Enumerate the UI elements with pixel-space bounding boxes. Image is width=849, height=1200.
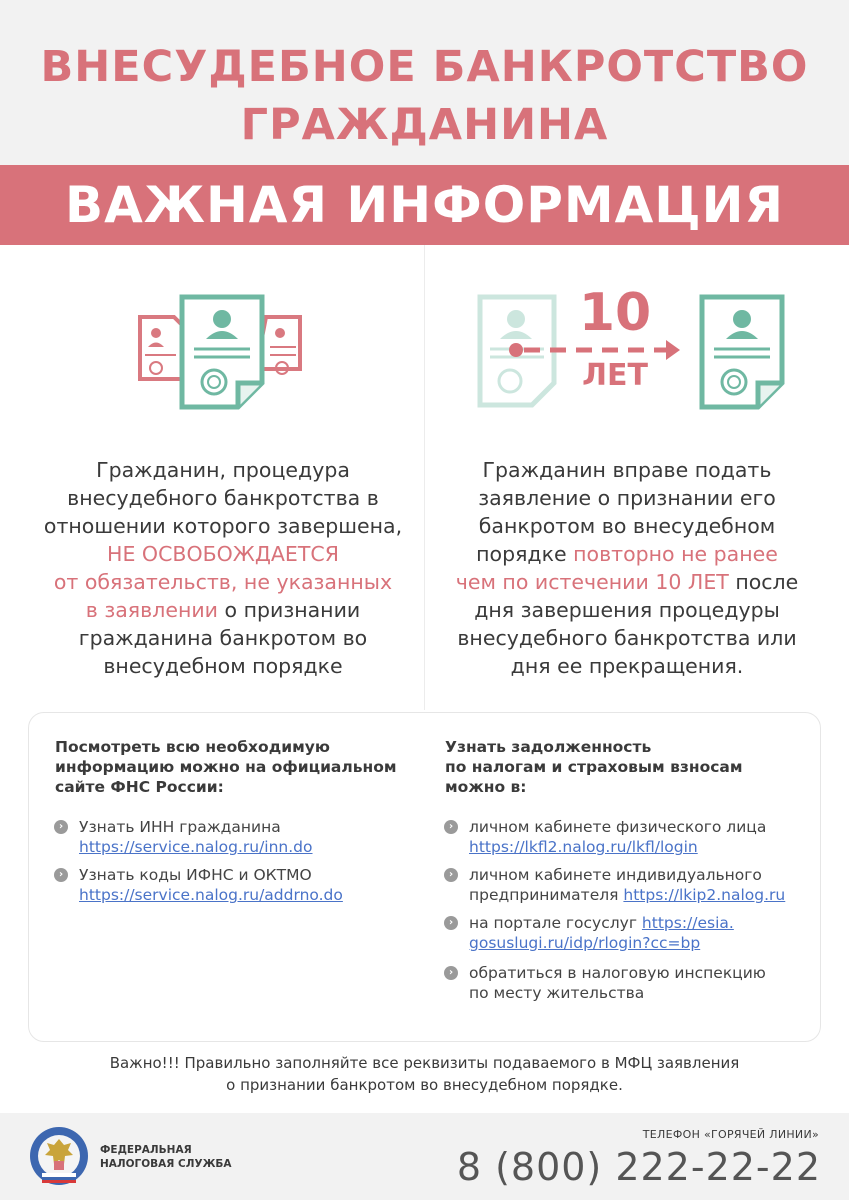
list-item-text: Узнать ИНН гражданина <box>79 818 281 836</box>
right-text-line: заявление о признании его <box>478 486 776 510</box>
heading-line: сайте ФНС России: <box>55 778 224 796</box>
fns-emblem-icon <box>28 1125 90 1187</box>
heading-line: информацию можно на официальном <box>55 758 397 776</box>
list-item-text: Узнать коды ИФНС и ОКТМО <box>79 866 312 884</box>
inn-link[interactable]: https://service.nalog.ru/inn.do <box>79 838 313 856</box>
note-line: Важно!!! Правильно заполняйте все реквизиты подаваемого в МФЦ заявления <box>109 1054 740 1072</box>
left-info-text <box>28 456 418 680</box>
lkip-link[interactable]: https://lkip2.nalog.ru <box>623 886 786 904</box>
list-item-text: личном кабинете индивидуального <box>469 866 762 884</box>
list-item-gosuslugi <box>448 913 734 953</box>
note-line: о признании банкротом во внесудебном порядке. <box>226 1076 623 1094</box>
right-text-highlight: повторно не ранее <box>573 542 778 566</box>
page-title-line-2: ГРАЖДАНИНА <box>240 100 609 150</box>
right-text-line: Гражданин вправе подать <box>482 458 772 482</box>
right-text-line: внесудебного банкротства или <box>457 626 797 650</box>
documents-icon <box>130 285 320 415</box>
list-item-inspection <box>448 963 766 1003</box>
list-item-text: предпринимателя <box>469 886 624 904</box>
heading-line: Посмотреть всю необходимую <box>55 738 330 756</box>
hotline-phone[interactable]: 8 (800) 222-22-22 <box>456 1145 821 1189</box>
info-card <box>28 712 821 1042</box>
column-divider <box>424 245 425 710</box>
list-item-lkfl <box>448 817 767 857</box>
arrow-circle-icon: › <box>444 820 458 834</box>
left-text-highlight: в заявлении <box>85 598 218 622</box>
heading-line: Узнать задолженность <box>445 738 652 756</box>
heading-line: можно в: <box>445 778 527 796</box>
list-item-text: по месту жительства <box>469 984 645 1002</box>
debt-heading <box>445 737 805 797</box>
left-text-highlight: от обязательств, не указанных <box>53 570 393 594</box>
fns-site-heading <box>55 737 415 797</box>
right-text-highlight: чем по истечении 10 ЛЕТ <box>455 570 729 594</box>
right-text-line: дня ее прекращения. <box>510 654 744 678</box>
lkfl-link[interactable]: https://lkfl2.nalog.ru/lkfl/login <box>469 838 698 856</box>
arrow-circle-icon: › <box>54 820 68 834</box>
list-item-ifns <box>58 865 343 905</box>
right-text-line: после <box>728 570 799 594</box>
important-note <box>0 1052 849 1096</box>
heading-line: по налогам и страховым взносам <box>445 758 743 776</box>
gosuslugi-link[interactable]: https://esia. <box>641 914 734 932</box>
org-name-line: ФЕДЕРАЛЬНАЯ <box>100 1144 192 1156</box>
right-text-line: дня завершения процедуры <box>474 598 780 622</box>
addrno-link[interactable]: https://service.nalog.ru/addrno.do <box>79 886 343 904</box>
arrow-circle-icon: › <box>444 916 458 930</box>
left-text-line: Гражданин, процедура <box>96 458 350 482</box>
page-title-line-1: ВНЕСУДЕБНОЕ БАНКРОТСТВО <box>40 42 809 92</box>
years-number: 10 <box>578 283 652 343</box>
right-info-text <box>432 456 822 680</box>
right-text-line: банкротом во внесудебном <box>478 514 776 538</box>
years-label: ЛЕТ <box>582 358 648 393</box>
arrow-circle-icon: › <box>54 868 68 882</box>
list-item-inn <box>58 817 313 857</box>
left-text-line: отношении которого завершена, <box>43 514 403 538</box>
gosuslugi-link-continued[interactable]: gosuslugi.ru/idp/rlogin?cc=bp <box>469 934 701 952</box>
left-text-highlight: НЕ ОСВОБОЖДАЕТСЯ <box>107 542 339 566</box>
list-item-text: личном кабинете физического лица <box>469 818 767 836</box>
list-item-lkip <box>448 865 786 905</box>
left-text-line: внесудебного банкротства в <box>67 486 379 510</box>
org-name-line: НАЛОГОВАЯ СЛУЖБА <box>100 1158 232 1170</box>
hotline-label: ТЕЛЕФОН «ГОРЯЧЕЙ ЛИНИИ» <box>642 1128 819 1141</box>
left-text-line: о признании <box>218 598 361 622</box>
list-item-text: обратиться в налоговую инспекцию <box>469 964 766 982</box>
org-name <box>100 1143 232 1171</box>
left-text-line: внесудебном порядке <box>103 654 343 678</box>
important-info-heading: ВАЖНАЯ ИНФОРМАЦИЯ <box>64 176 785 234</box>
left-text-line: гражданина банкротом во <box>78 626 368 650</box>
important-info-band <box>0 165 849 245</box>
right-text-line: порядке <box>476 542 574 566</box>
arrow-circle-icon: › <box>444 966 458 980</box>
list-item-text: на портале госуслуг <box>469 914 642 932</box>
arrow-circle-icon: › <box>444 868 458 882</box>
